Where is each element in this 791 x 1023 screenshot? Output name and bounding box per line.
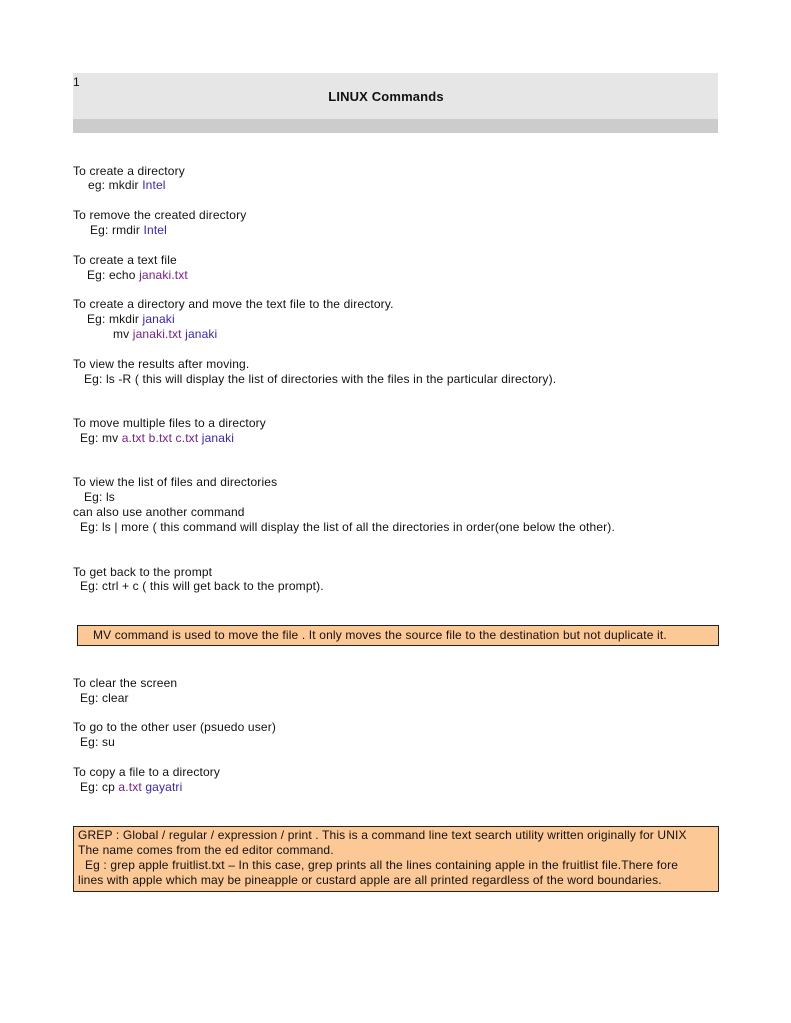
create-dir-example: [88, 178, 166, 193]
create-move-mv-command: mv: [113, 327, 133, 341]
create-move-heading: To create a directory and move the text file to the directory.: [73, 297, 394, 311]
move-multiple-example: [80, 431, 234, 446]
copy-file-command: Eg: cp: [80, 780, 119, 794]
move-multiple-heading: To move multiple files to a directory: [73, 416, 266, 430]
page-title: LINUX Commands: [328, 89, 444, 104]
create-file-heading: To create a text file: [73, 253, 177, 267]
remove-dir-arg: Intel: [143, 223, 167, 237]
grep-note-line: The name comes from the ed editor command.: [78, 843, 334, 857]
create-move-mv-example: [113, 327, 217, 342]
move-multiple-dir: janaki: [201, 431, 235, 445]
create-dir-arg: Intel: [142, 178, 166, 192]
clear-screen-example: Eg: clear: [80, 691, 129, 705]
page-header: [73, 73, 718, 133]
copy-file-file: a.txt: [118, 780, 142, 794]
create-dir-command: eg: mkdir: [88, 178, 143, 192]
create-move-mkdir-command: Eg: mkdir: [87, 312, 143, 326]
create-move-mv-file: janaki.txt: [132, 327, 182, 341]
view-list-alt-heading: can also use another command: [73, 505, 245, 519]
create-move-mv-dir: janaki: [185, 327, 218, 341]
create-dir-heading: To create a directory: [73, 164, 185, 178]
other-user-example: Eg: su: [80, 735, 115, 749]
mv-note-box: MV command is used to move the file . It only moves the source file to the destination but not duplicate it.: [77, 625, 719, 646]
create-move-mkdir-arg: janaki: [142, 312, 175, 326]
grep-note-line: Eg : grep apple fruitlist.txt – In this case, grep prints all the lines containing apple in the fruitlist file.There fore: [78, 858, 679, 872]
other-user-heading: To go to the other user (psuedo user): [73, 720, 276, 734]
move-multiple-command: Eg: mv: [80, 431, 122, 445]
view-list-example: Eg: ls: [84, 490, 115, 504]
clear-screen-heading: To clear the screen: [73, 676, 178, 690]
grep-note-line: GREP : Global / regular / expression / print . This is a command line text search utility written originally for UNIX: [78, 828, 687, 842]
create-move-mkdir-example: [87, 312, 175, 327]
view-list-alt-example: Eg: ls | more ( this command will display the list of all the directories in order(one below the other).: [80, 520, 615, 534]
grep-note-box: [73, 826, 719, 892]
remove-dir-heading: To remove the created directory: [73, 208, 247, 222]
view-results-example: Eg: ls -R ( this will display the list of directories with the files in the particular directory).: [84, 372, 557, 386]
view-list-heading: To view the list of files and directories: [73, 475, 278, 489]
page-number: 1: [73, 75, 80, 89]
back-prompt-heading: To get back to the prompt: [73, 565, 213, 579]
view-results-heading: To view the results after moving.: [73, 357, 250, 371]
back-prompt-example: Eg: ctrl + c ( this will get back to the prompt).: [80, 579, 324, 593]
copy-file-heading: To copy a file to a directory: [73, 765, 221, 779]
create-file-arg: janaki.txt: [139, 268, 188, 282]
copy-file-example: [80, 780, 182, 795]
remove-dir-command: Eg: rmdir: [90, 223, 144, 237]
header-band: [73, 119, 718, 133]
grep-note-line: lines with apple which may be pineapple or custard apple are all printed regardless of the word boundaries.: [78, 873, 662, 887]
copy-file-dir: gayatri: [145, 780, 183, 794]
remove-dir-example: [90, 223, 167, 238]
create-file-command: Eg: echo: [87, 268, 140, 282]
create-file-example: [87, 268, 188, 283]
move-multiple-files: a.txt b.txt c.txt: [121, 431, 199, 445]
